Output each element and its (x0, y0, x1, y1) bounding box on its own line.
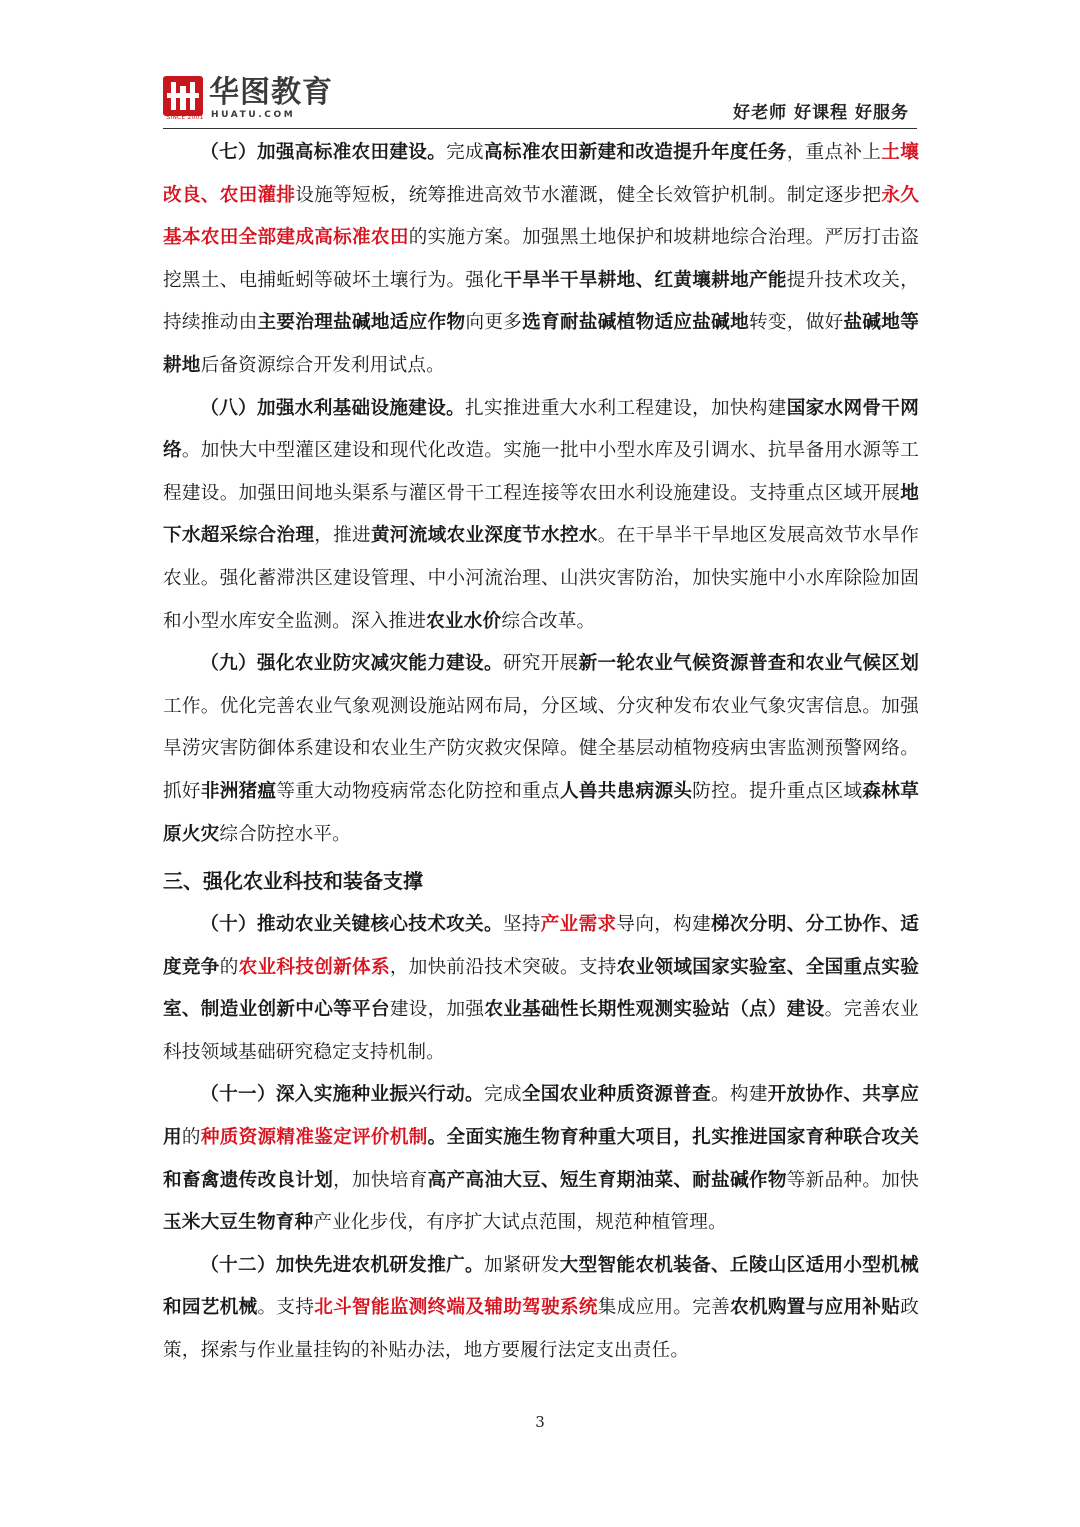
bold-term: 农业领域国家实验室、全国重点实验室、制造业创新中心等平台 (163, 956, 919, 1021)
document-body (163, 132, 919, 1373)
text-span: ，加快前沿技术突破。支持 (389, 956, 617, 978)
text-span: 研究开展 (502, 653, 579, 675)
bold-term: 非洲猪瘟 (200, 780, 277, 802)
paragraph-11 (163, 1074, 919, 1244)
text-span: 综合防控水平。 (219, 823, 351, 845)
bold-term: 人兽共患病源头 (559, 780, 693, 802)
page-number: 3 (535, 1413, 545, 1431)
text-span: 设施等短板，统筹推进高效节水灌溉，健全长效管护机制。制定逐步把 (295, 184, 882, 206)
text-span: ，推进 (314, 525, 371, 547)
bold-term: 新一轮农业气候资源普查和农业气候区划 (578, 653, 919, 675)
heading-9: （九）强化农业防灾减灾能力建设。 (200, 653, 503, 675)
text-span: 建设，加强 (389, 999, 485, 1021)
highlight-term: 北斗智能监测终端及辅助驾驶系统 (314, 1297, 598, 1319)
bold-term: 大型智能农机装备、丘陵山区适用小型机械和园艺机械 (163, 1254, 919, 1319)
bold-term: 高标准农田新建和改造提升年度任务 (483, 142, 787, 163)
text-span: 的实施方案。加强黑土地保护和坡耕地综合治理。严厉打击盗挖黑土、电捕蚯蚓等破坏土壤行为。强化 (163, 227, 919, 291)
text-span: 综合改革。 (501, 610, 596, 632)
highlight-term: 种质资源精准鉴定评价机制 (200, 1127, 428, 1149)
bold-term: 盐碱地等耕地 (163, 312, 919, 376)
page-header (163, 72, 917, 126)
text-span: 导向，构建 (616, 914, 712, 936)
logo-url-text: HUATU.COM (211, 110, 296, 120)
highlight-term: 土壤改良、农田灌排 (163, 142, 919, 206)
text-span: 的 (219, 956, 239, 978)
paragraph-8 (163, 388, 919, 644)
huatu-logo-icon (163, 76, 203, 116)
bold-term: 农业基础性长期性观测实验站（点）建设 (484, 999, 825, 1021)
logo-since-text: SINCE 2001 (166, 114, 204, 121)
paragraph-12 (163, 1245, 919, 1373)
text-span: 提升技术攻关，持续推动由 (163, 269, 919, 334)
paragraph-7 (163, 132, 919, 388)
bold-term: 高产高油大豆、短生育期油菜、耐盐碱作物 (427, 1169, 787, 1191)
huatu-logo (163, 76, 363, 124)
text-span: 。完善农业科技领域基础研究稳定支持机制。 (163, 999, 919, 1063)
highlight-term: 农业科技创新体系 (238, 956, 390, 978)
paragraph-10 (163, 904, 919, 1074)
section-title: 三、强化农业科技和装备支撑 (163, 869, 423, 894)
text-span: 转变，做好 (748, 312, 844, 334)
text-span: 工作。优化完善农业气象观测设施站网布局，分区域、分灾种发布农业气象灾害信息。加强旱涝灾害防御体系建设和农业生产防灾救灾保障。健全基层动植物疫病虫害监测预警网络。抓好 (163, 695, 919, 802)
header-divider (163, 128, 917, 129)
bold-term: 黄河流域农业深度节水控水 (370, 525, 598, 547)
header-slogan: 好老师 好课程 好服务 (733, 103, 909, 123)
text-span: 等新品种。加快 (786, 1169, 919, 1191)
text-span: 集成应用。完善 (597, 1297, 731, 1319)
bold-term: 农机购置与应用补贴 (730, 1297, 901, 1319)
bold-term: 农业水价 (426, 610, 502, 632)
bold-term: 地下水超采综合治理 (163, 482, 919, 547)
text-span: 向更多 (465, 312, 523, 334)
text-span: 加紧研发 (483, 1254, 560, 1276)
text-span: 。加快大中型灌区建设和现代化改造。实施一批中小型水库及引调水、抗旱备用水源等工程建设。加强田间地头渠系与灌区骨干工程连接等农田水利设施建设。支持重点区域开展 (163, 440, 919, 504)
text-span: 后备资源综合开发利用试点。 (200, 354, 445, 376)
heading-11: （十一）深入实施种业振兴行动。 (200, 1084, 484, 1106)
bold-term: 开放协作、共享应用 (163, 1084, 919, 1149)
text-span: 。构建 (711, 1084, 768, 1106)
bold-term: 。全面实施生物育种重大项目，扎实推进国家育种联合攻关和畜禽遗传改良计划 (163, 1127, 920, 1191)
highlight-term: 产业需求 (540, 914, 617, 936)
text-span: 产业化步伐，有序扩大试点范围，规范种植管理。 (313, 1212, 727, 1234)
bold-term: 森林草原火灾 (163, 780, 919, 845)
logo-brand-name: 华图教育 (209, 75, 333, 110)
text-span: 完成 (483, 1084, 522, 1106)
text-span: 。在干旱半干旱地区发展高效节水旱作农业。强化蓄滞洪区建设管理、中小河流治理、山洪灾害防治，加快实施中小水库除险加固和小型水库安全监测。深入推进 (163, 525, 919, 632)
text-span: 政策，探索与作业量挂钩的补贴办法，地方要履行法定支出责任。 (163, 1297, 919, 1362)
heading-10: （十）推动农业关键核心技术攻关。 (200, 914, 503, 936)
bold-term: 国家水网骨干网络 (163, 397, 919, 462)
bold-term: 梯次分明、分工协作、适度竞争 (163, 914, 919, 978)
text-span: ，加快培育 (333, 1169, 428, 1191)
text-span: ，重点补上 (786, 142, 882, 163)
bold-term: 全国农业种质资源普查 (521, 1084, 711, 1106)
paragraph-9 (163, 643, 919, 856)
heading-8: （八）加强水利基础设施建设。 (200, 397, 466, 419)
text-span: 。支持 (257, 1297, 315, 1319)
text-span: 扎实推进重大水利工程建设，加快构建 (465, 397, 787, 419)
bold-term: 选育耐盐碱植物适应盐碱地 (522, 312, 749, 334)
bold-term: 干旱半干旱耕地、红黄壤耕地产能 (503, 269, 787, 291)
text-span: 等重大动物疫病常态化防控和重点 (276, 780, 560, 802)
text-span: 完成 (446, 142, 484, 163)
bold-term: 玉米大豆生物育种 (163, 1212, 314, 1234)
bold-term: 主要治理盐碱地适应作物 (257, 312, 466, 334)
text-span: 坚持 (502, 914, 541, 936)
heading-12: （十二）加快先进农机研发推广。 (200, 1254, 484, 1276)
heading-7: （七）加强高标准农田建设。 (200, 142, 447, 163)
text-span: 的 (181, 1127, 201, 1149)
highlight-term: 永久基本农田全部建成高标准农田 (163, 184, 920, 249)
text-span: 防控。提升重点区域 (692, 780, 863, 802)
